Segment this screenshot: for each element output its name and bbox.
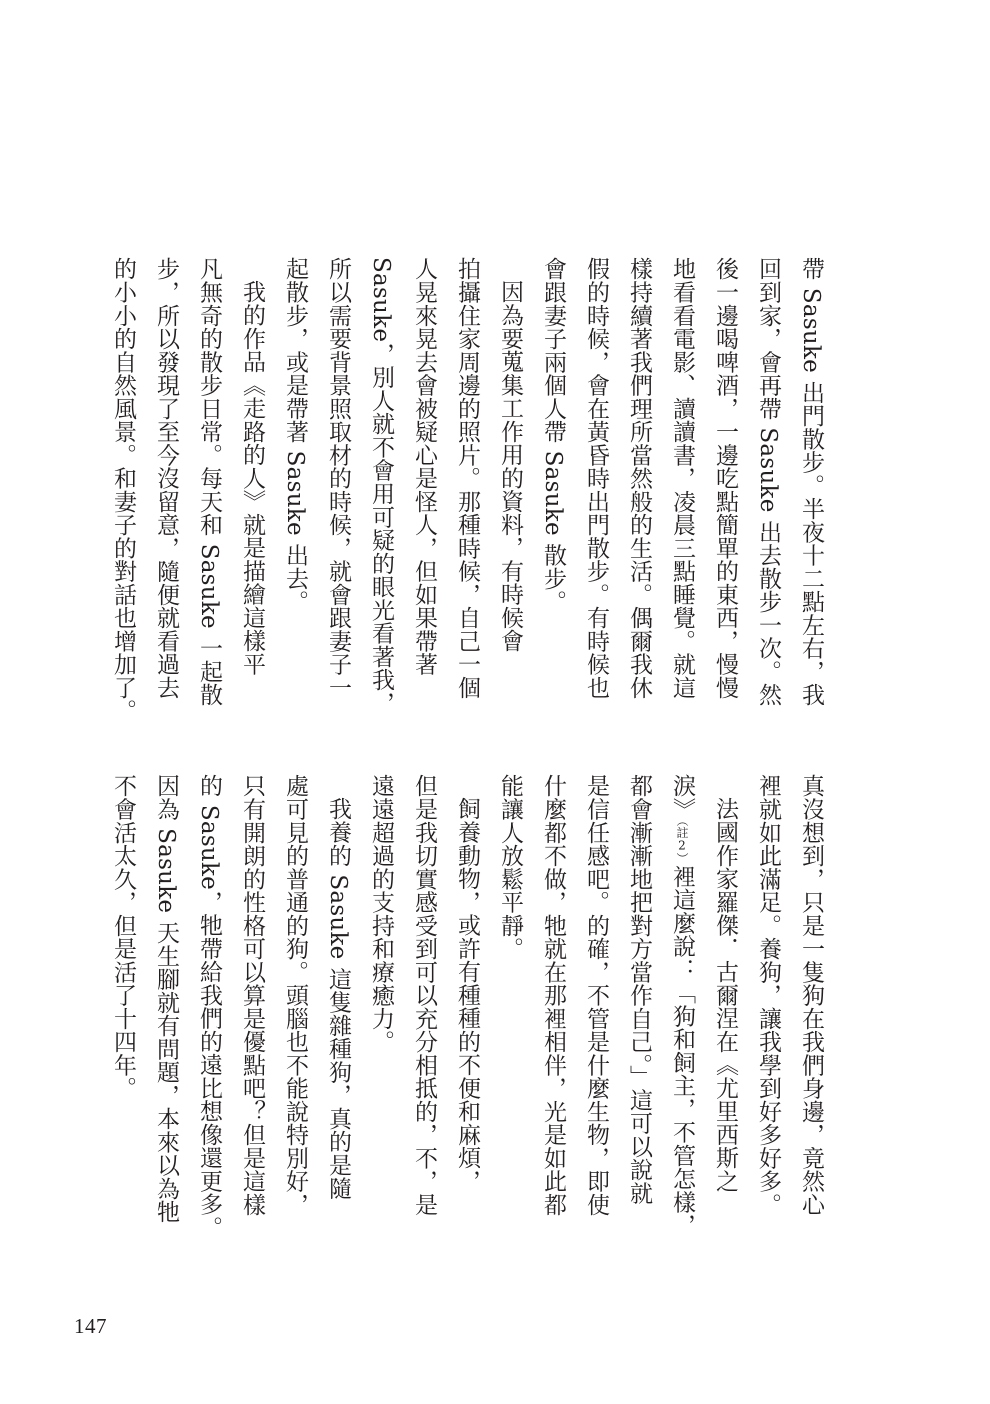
text-column: 都會漸漸地把對方當作自己。」這可以說就 xyxy=(626,774,652,1205)
text-column: 假的時候，會在黃昏時出門散步。有時候也 xyxy=(583,257,609,699)
text-column: 回到家，會再帶 Sasuke 出去散步一次。然 xyxy=(755,257,781,707)
text-column: 我養的 Sasuke 這隻雜種狗，真的是隨 xyxy=(325,797,351,1200)
text-column: 法國作家羅傑．古爾涅在《尤里西斯之 xyxy=(712,797,738,1193)
column-text: 裡這麼說：「狗和飼主，不管怎樣， xyxy=(669,864,695,1237)
page-number: 147 xyxy=(74,1314,107,1338)
text-column: 人晃來晃去會被疑心是怪人，但如果帶著 xyxy=(411,257,437,676)
text-column: 會跟妻子兩個人帶 Sasuke 散步。 xyxy=(540,257,566,614)
bottom-text-block xyxy=(101,774,832,1244)
top-text-block xyxy=(101,257,832,727)
text-column: 樣持續著我們理所當然般的生活。偶爾我休 xyxy=(626,257,652,699)
text-column: 起散步，或是帶著 Sasuke 出去。 xyxy=(282,257,308,614)
text-column: 因為要蒐集工作用的資料，有時候會 xyxy=(497,280,523,653)
text-column: 能讓人放鬆平靜。 xyxy=(497,774,523,961)
text-column: 凡無奇的散步日常。每天和 Sasuke 一起散 xyxy=(196,257,222,707)
text-column: 所以需要背景照取材的時候，就會跟妻子一 xyxy=(325,257,351,699)
text-column: 的小小的自然風景。和妻子的對話也增加了。 xyxy=(110,257,136,723)
text-column: 後一邊喝啤酒，一邊吃點簡單的東西，慢慢 xyxy=(712,257,738,699)
text-column: 但是我切實感受到可以充分相抵的，不，是 xyxy=(411,774,437,1216)
text-column: 帶 Sasuke 出門散步。半夜十二點左右，我 xyxy=(798,257,824,707)
text-column: 什麼都不做，牠就在那裡相伴，光是如此都 xyxy=(540,774,566,1216)
column-text: 淚》 xyxy=(669,774,695,821)
text-column: 因為 Sasuke 天生腳就有問題，本來以為牠 xyxy=(153,774,179,1224)
text-column: 地看看電影、讀讀書，凌晨三點睡覺。就這 xyxy=(669,257,695,699)
text-column: 步，所以發現了至今沒留意，隨便就看過去 xyxy=(153,257,179,699)
text-column: 遠遠超過的支持和療癒力。 xyxy=(368,774,394,1054)
text-column xyxy=(660,774,703,1244)
text-column: 拍攝住家周邊的照片。那種時候，自己一個 xyxy=(454,257,480,699)
footnote-reference: （註2） xyxy=(675,820,689,865)
text-column: 的 Sasuke，牠帶給我們的遠比想像還更多。 xyxy=(196,774,222,1239)
text-column: 不會活太久，但是活了十四年。 xyxy=(110,774,136,1100)
text-column: 裡就如此滿足。養狗，讓我學到好多好多。 xyxy=(755,774,781,1216)
text-column: 我的作品《走路的人》就是描繪這樣平 xyxy=(239,280,265,676)
text-column: 處可見的普通的狗。頭腦也不能說特別好， xyxy=(282,774,308,1216)
text-column: 是信任感吧。的確，不管是什麼生物，即使 xyxy=(583,774,609,1216)
text-column: 真沒想到，只是一隻狗在我們身邊，竟然心 xyxy=(798,774,824,1216)
text-column: Sasuke，別人就不會用可疑的眼光看著我， xyxy=(368,257,394,715)
text-column: 只有開朗的性格可以算是優點吧？但是這樣 xyxy=(239,774,265,1216)
text-column: 飼養動物，或許有種種的不便和麻煩， xyxy=(454,797,480,1193)
